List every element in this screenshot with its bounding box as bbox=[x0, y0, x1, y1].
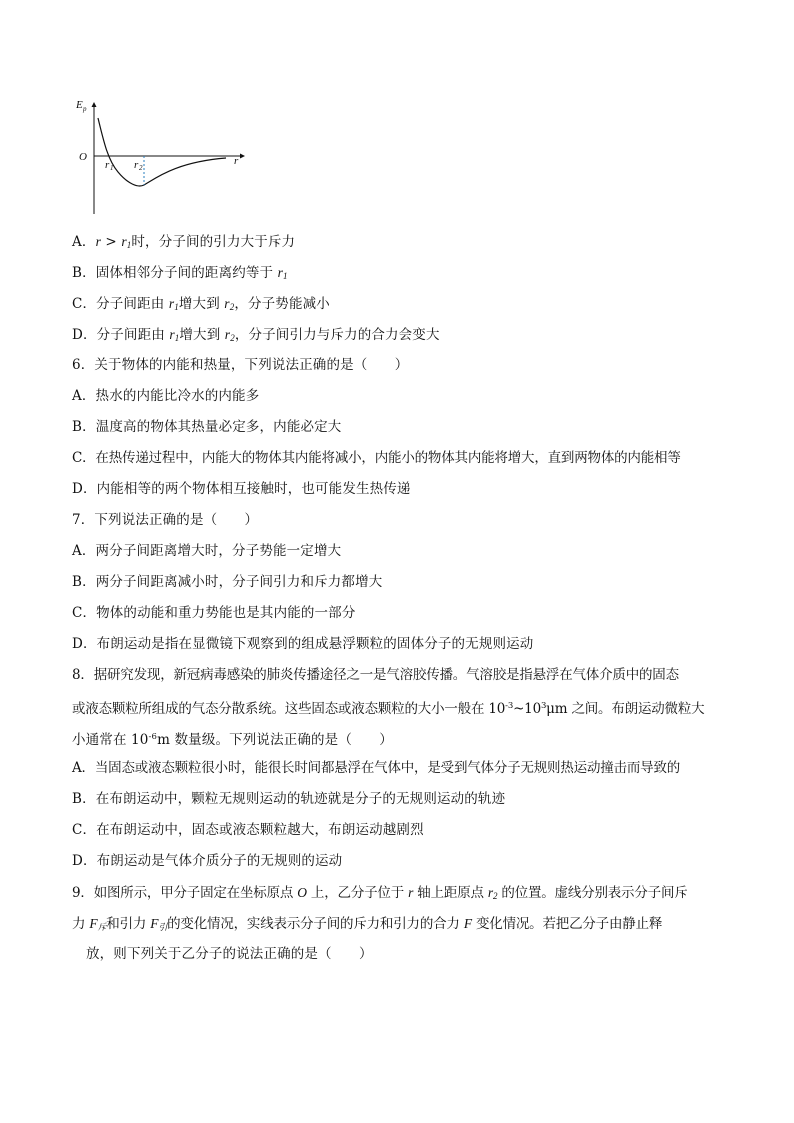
q5-option-b bbox=[72, 257, 732, 288]
q7-stem: 7．下列说法正确的是（ ） bbox=[72, 512, 259, 528]
q9-l1d: 的位置。虚线分别表示分子间斥 bbox=[497, 885, 688, 901]
q8-l3a: 小通常在 10 bbox=[72, 732, 149, 748]
q8-l2a: 或液态颗粒所组成的气态分散系统。这些固态或液态颗粒的大小一般在 10 bbox=[72, 701, 506, 717]
origin-label: O bbox=[79, 151, 87, 163]
q5-b-prefix: B．固体相邻分子间的距离约等于 bbox=[72, 265, 278, 281]
q5-c-var2: r bbox=[224, 296, 230, 311]
q5-d-sub2: 2 bbox=[230, 333, 235, 343]
q5-d-var2: r bbox=[224, 327, 231, 342]
q5-a-var: r bbox=[95, 234, 101, 249]
r2-label-sub: 2 bbox=[139, 164, 143, 172]
q9-l2d: 变化情况。若把乙分子由静止释 bbox=[471, 916, 663, 932]
q8-l3b: m 数量级。下列说法正确的是（ ） bbox=[157, 732, 393, 748]
q5-a-op: > bbox=[100, 234, 122, 250]
q9-l2-f1sub: 斥 bbox=[97, 922, 107, 932]
q8-option-a: A．当固态或液态颗粒很小时，能很长时间都悬浮在气体中，是受到气体分子无规则热运动撞击而导致的 bbox=[72, 760, 681, 776]
q6-option-b: B．温度高的物体其热量必定多，内能必定大 bbox=[72, 419, 342, 435]
q5-option-c bbox=[72, 288, 732, 319]
q5-d-var: r bbox=[169, 327, 175, 342]
q8-l2c: μm 之间。布朗运动微粒大 bbox=[546, 701, 705, 717]
q8-l2b: ~10 bbox=[513, 701, 541, 717]
q5-d-mid: 增大到 bbox=[179, 327, 225, 343]
r2-label: r bbox=[134, 159, 139, 171]
q5-c-mid: 增大到 bbox=[178, 296, 225, 312]
q7-option-d: D．布朗运动是指在显微镜下观察到的组成悬浮颗粒的固体分子的无规则运动 bbox=[72, 636, 534, 652]
question-content bbox=[72, 226, 732, 970]
ep-r-diagram bbox=[76, 98, 256, 218]
ep-curve bbox=[98, 118, 226, 186]
q6-option-d: D．内能相等的两个物体相互接触时，也可能发生热传递 bbox=[72, 481, 411, 497]
q9-l1-r2sub: 2 bbox=[492, 891, 498, 901]
q9-l2-f: F bbox=[463, 916, 472, 931]
q9-l2b: 和引力 bbox=[106, 916, 151, 932]
q5-b-sub: 1 bbox=[283, 271, 288, 281]
q9-l1-o: O bbox=[297, 885, 307, 900]
y-axis-label-sub: p bbox=[83, 105, 87, 113]
q8-l2-exp1: -3 bbox=[505, 701, 514, 711]
q8-option-c: C．在布朗运动中，固态或液态颗粒越大，布朗运动越剧烈 bbox=[72, 822, 424, 838]
q6-option-a: A．热水的内能比冷水的内能多 bbox=[72, 388, 260, 404]
q9-l2-f2sub: 引 bbox=[158, 922, 168, 932]
q7-option-c: C．物体的动能和重力势能也是其内能的一部分 bbox=[72, 605, 356, 621]
q5-c-sub2: 2 bbox=[229, 302, 235, 312]
q9-l2-f1: F bbox=[89, 916, 98, 931]
q5-option-a bbox=[72, 226, 732, 257]
q5-c-prefix: C．分子间距由 bbox=[72, 296, 169, 312]
q9-l1b: 上，乙分子位于 bbox=[306, 885, 409, 901]
q8-l3-exp: -6 bbox=[148, 732, 158, 742]
q8-option-b: B．在布朗运动中，颗粒无规则运动的轨迹就是分子的无规则运动的轨迹 bbox=[72, 791, 506, 807]
q9-l2c: 的变化情况，实线表示分子间的斥力和引力的合力 bbox=[167, 916, 464, 932]
q5-b-var: r bbox=[277, 265, 284, 280]
q5-a-var2: r bbox=[121, 234, 127, 249]
q5-a-text: 时，分子间的引力大于斥力 bbox=[131, 234, 296, 250]
r1-label-sub: 1 bbox=[110, 164, 114, 172]
q9-l1-r2: r bbox=[487, 885, 493, 900]
q9-stem-line1 bbox=[72, 877, 732, 908]
q9-l2a: 力 bbox=[72, 916, 90, 932]
q9-l2-f2: F bbox=[150, 916, 159, 931]
q5-d-sub: 1 bbox=[174, 333, 180, 343]
q5-d-prefix: D．分子间距由 bbox=[72, 327, 170, 343]
q5-option-d bbox=[72, 319, 732, 350]
y-axis-arrow bbox=[92, 102, 97, 107]
q9-l1a: 9．如图所示，甲分子固定在坐标原点 bbox=[72, 885, 298, 901]
q6-option-c: C．在热传递过程中，内能大的物体其内能将减小，内能小的物体其内能将增大，直到两物体的内能相等 bbox=[72, 450, 681, 466]
q7-option-a: A．两分子间距离增大时，分子势能一定增大 bbox=[72, 543, 342, 559]
potential-energy-graph bbox=[76, 98, 256, 218]
q5-c-var: r bbox=[168, 296, 175, 311]
y-axis-label: E bbox=[76, 99, 83, 111]
q8-stem-line3 bbox=[72, 722, 732, 753]
q5-d-text: ，分子间引力与斥力的合力会变大 bbox=[234, 327, 440, 343]
q7-option-b: B．两分子间距离减小时，分子间引力和斥力都增大 bbox=[72, 574, 383, 590]
x-axis-label: r bbox=[234, 155, 239, 167]
r1-label: r bbox=[105, 159, 110, 171]
x-axis-arrow bbox=[240, 154, 245, 159]
q5-c-sub: 1 bbox=[174, 302, 179, 312]
q9-l1c: 轴上距原点 bbox=[413, 885, 488, 901]
q5-a-sub: 1 bbox=[126, 240, 132, 250]
q5-c-text: ，分子势能减小 bbox=[234, 296, 330, 312]
q8-stem-line2 bbox=[72, 691, 732, 722]
q6-stem: 6．关于物体的内能和热量，下列说法正确的是（ ） bbox=[72, 357, 409, 373]
q9-l1-r: r bbox=[408, 885, 414, 900]
q9-stem-line3: 放，则下列关于乙分子的说法正确的是（ ） bbox=[86, 946, 373, 962]
q5-a-prefix: A． bbox=[72, 234, 96, 250]
q8-stem-line1: 8．据研究发现，新冠病毒感染的肺炎传播途径之一是气溶胶传播。气溶胶是指悬浮在气体介质中的固态 bbox=[72, 667, 679, 683]
q8-option-d: D．布朗运动是气体介质分子的无规则的运动 bbox=[72, 853, 343, 869]
q9-stem-line2 bbox=[72, 908, 732, 939]
q8-l2-exp2: 3 bbox=[540, 701, 547, 711]
